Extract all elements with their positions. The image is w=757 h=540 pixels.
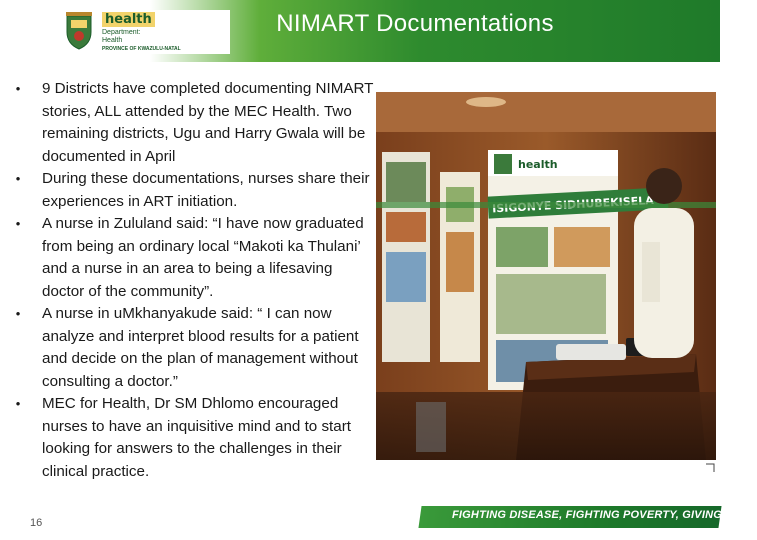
kzn-health-logo [60,10,230,54]
bullet-dot-icon: • [15,216,21,231]
event-photo [376,92,716,460]
bullet-item [10,78,375,168]
header-band [0,0,720,62]
bullet-text: A nurse in Zululand said: “I have now graduated from being an ordinary local “Makoti ka Thulani’ and a nurse in an area to being a lifesaving doctor of the community”. [42,215,364,300]
banner-health-text: health [518,158,558,171]
bullet-dot-icon: • [15,396,21,411]
bullet-list [10,78,375,483]
logo-department-label: Department: [102,29,141,36]
bullet-dot-icon: • [15,306,21,321]
footer-slogan: FIGHTING DISEASE, FIGHTING POVERTY, GIVING HOPE [452,509,757,521]
corner-decoration-icon [704,462,716,474]
bullet-dot-icon: • [15,81,21,96]
bullet-text: A nurse in uMkhanyakude said: “ I can now analyze and interpret blood results for a patient and decide on the plan of management without consulting a doctor.” [42,305,359,390]
logo-health-line: Health [102,37,123,44]
event-photo-illustration [376,92,716,460]
bullet-dot-icon: • [15,171,21,186]
page-number: 16 [30,517,43,529]
bullet-text: 9 Districts have completed documenting NIMART stories, ALL attended by the MEC Health. Two remaining districts, Ugu and Harry Gwala will be documented in April [42,80,374,165]
logo-health-text: health [102,12,155,27]
bullet-item [10,303,375,393]
bullet-item [10,213,375,303]
slide-title: NIMART Documentations [276,10,554,37]
logo-department-text [102,29,141,45]
bullet-item [10,393,375,483]
coat-of-arms-icon [64,12,94,50]
logo-province-text: PROVINCE OF KWAZULU-NATAL [102,46,181,52]
bullet-text: During these documentations, nurses share their experiences in ART initiation. [42,170,370,210]
bullet-text: MEC for Health, Dr SM Dhlomo encouraged nurses to have an inquisitive mind and to start looking for answers to the challenges in their clinical practice. [42,395,351,480]
bullet-item [10,168,375,213]
